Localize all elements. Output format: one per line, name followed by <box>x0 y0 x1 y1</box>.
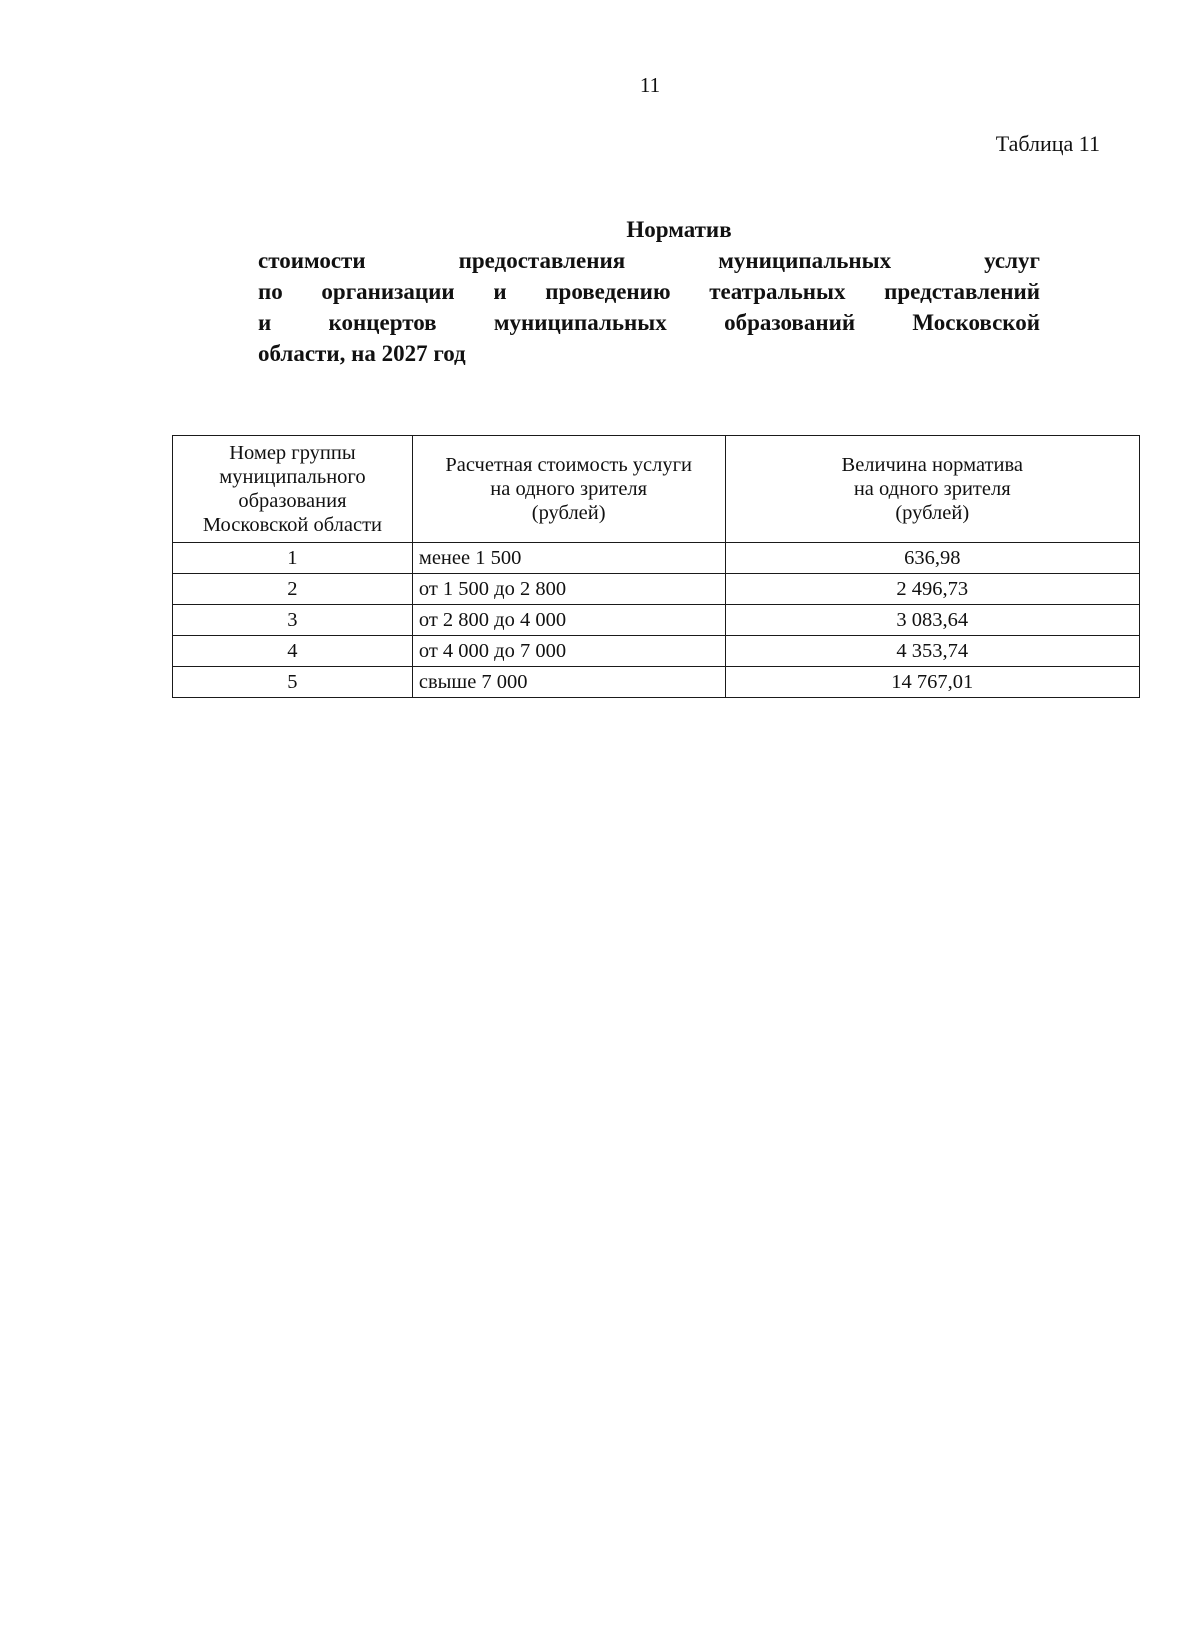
cell-norm: 3 083,64 <box>725 605 1140 636</box>
heading-title: Норматив <box>626 217 732 242</box>
header-estimated-cost <box>412 436 725 543</box>
header-line: Расчетная стоимость услуги <box>445 454 693 476</box>
heading-line: по организации и проведению театральных представлений <box>258 279 1040 304</box>
norm-table <box>172 435 1140 698</box>
table-row <box>173 543 1140 574</box>
cell-cost: свыше 7 000 <box>412 667 725 698</box>
cell-norm: 14 767,01 <box>725 667 1140 698</box>
table-row <box>173 605 1140 636</box>
cell-group: 2 <box>173 574 413 605</box>
heading-line: и концертов муниципальных образований Московской <box>258 310 1040 335</box>
header-norm-value <box>725 436 1140 543</box>
cell-norm: 2 496,73 <box>725 574 1140 605</box>
document-heading <box>258 214 1040 369</box>
cell-cost: от 2 800 до 4 000 <box>412 605 725 636</box>
header-line: (рублей) <box>895 502 970 524</box>
page-number: 11 <box>639 73 661 97</box>
header-line: Номер группы <box>229 442 356 464</box>
header-group-number <box>173 436 413 543</box>
cell-group: 1 <box>173 543 413 574</box>
cell-group: 5 <box>173 667 413 698</box>
heading-body <box>258 245 1040 369</box>
header-line: на одного зрителя <box>490 478 648 500</box>
cell-norm: 636,98 <box>725 543 1140 574</box>
table-row <box>173 636 1140 667</box>
header-line: муниципального <box>219 466 366 488</box>
header-line: Московской области <box>202 514 383 536</box>
cell-norm: 4 353,74 <box>725 636 1140 667</box>
table-label: Таблица 11 <box>995 131 1100 156</box>
heading-line: области, на 2027 год <box>258 341 466 366</box>
table-row <box>173 574 1140 605</box>
header-line: Величина норматива <box>841 454 1023 476</box>
cell-group: 4 <box>173 636 413 667</box>
header-line: на одного зрителя <box>853 478 1011 500</box>
table-row <box>173 667 1140 698</box>
table-header-row <box>173 436 1140 543</box>
header-line: образования <box>238 490 347 512</box>
heading-line: стоимости предоставления муниципальных услуг <box>258 248 1040 273</box>
cell-cost: от 4 000 до 7 000 <box>412 636 725 667</box>
cell-group: 3 <box>173 605 413 636</box>
cell-cost: от 1 500 до 2 800 <box>412 574 725 605</box>
cell-cost: менее 1 500 <box>412 543 725 574</box>
header-line: (рублей) <box>531 502 606 524</box>
